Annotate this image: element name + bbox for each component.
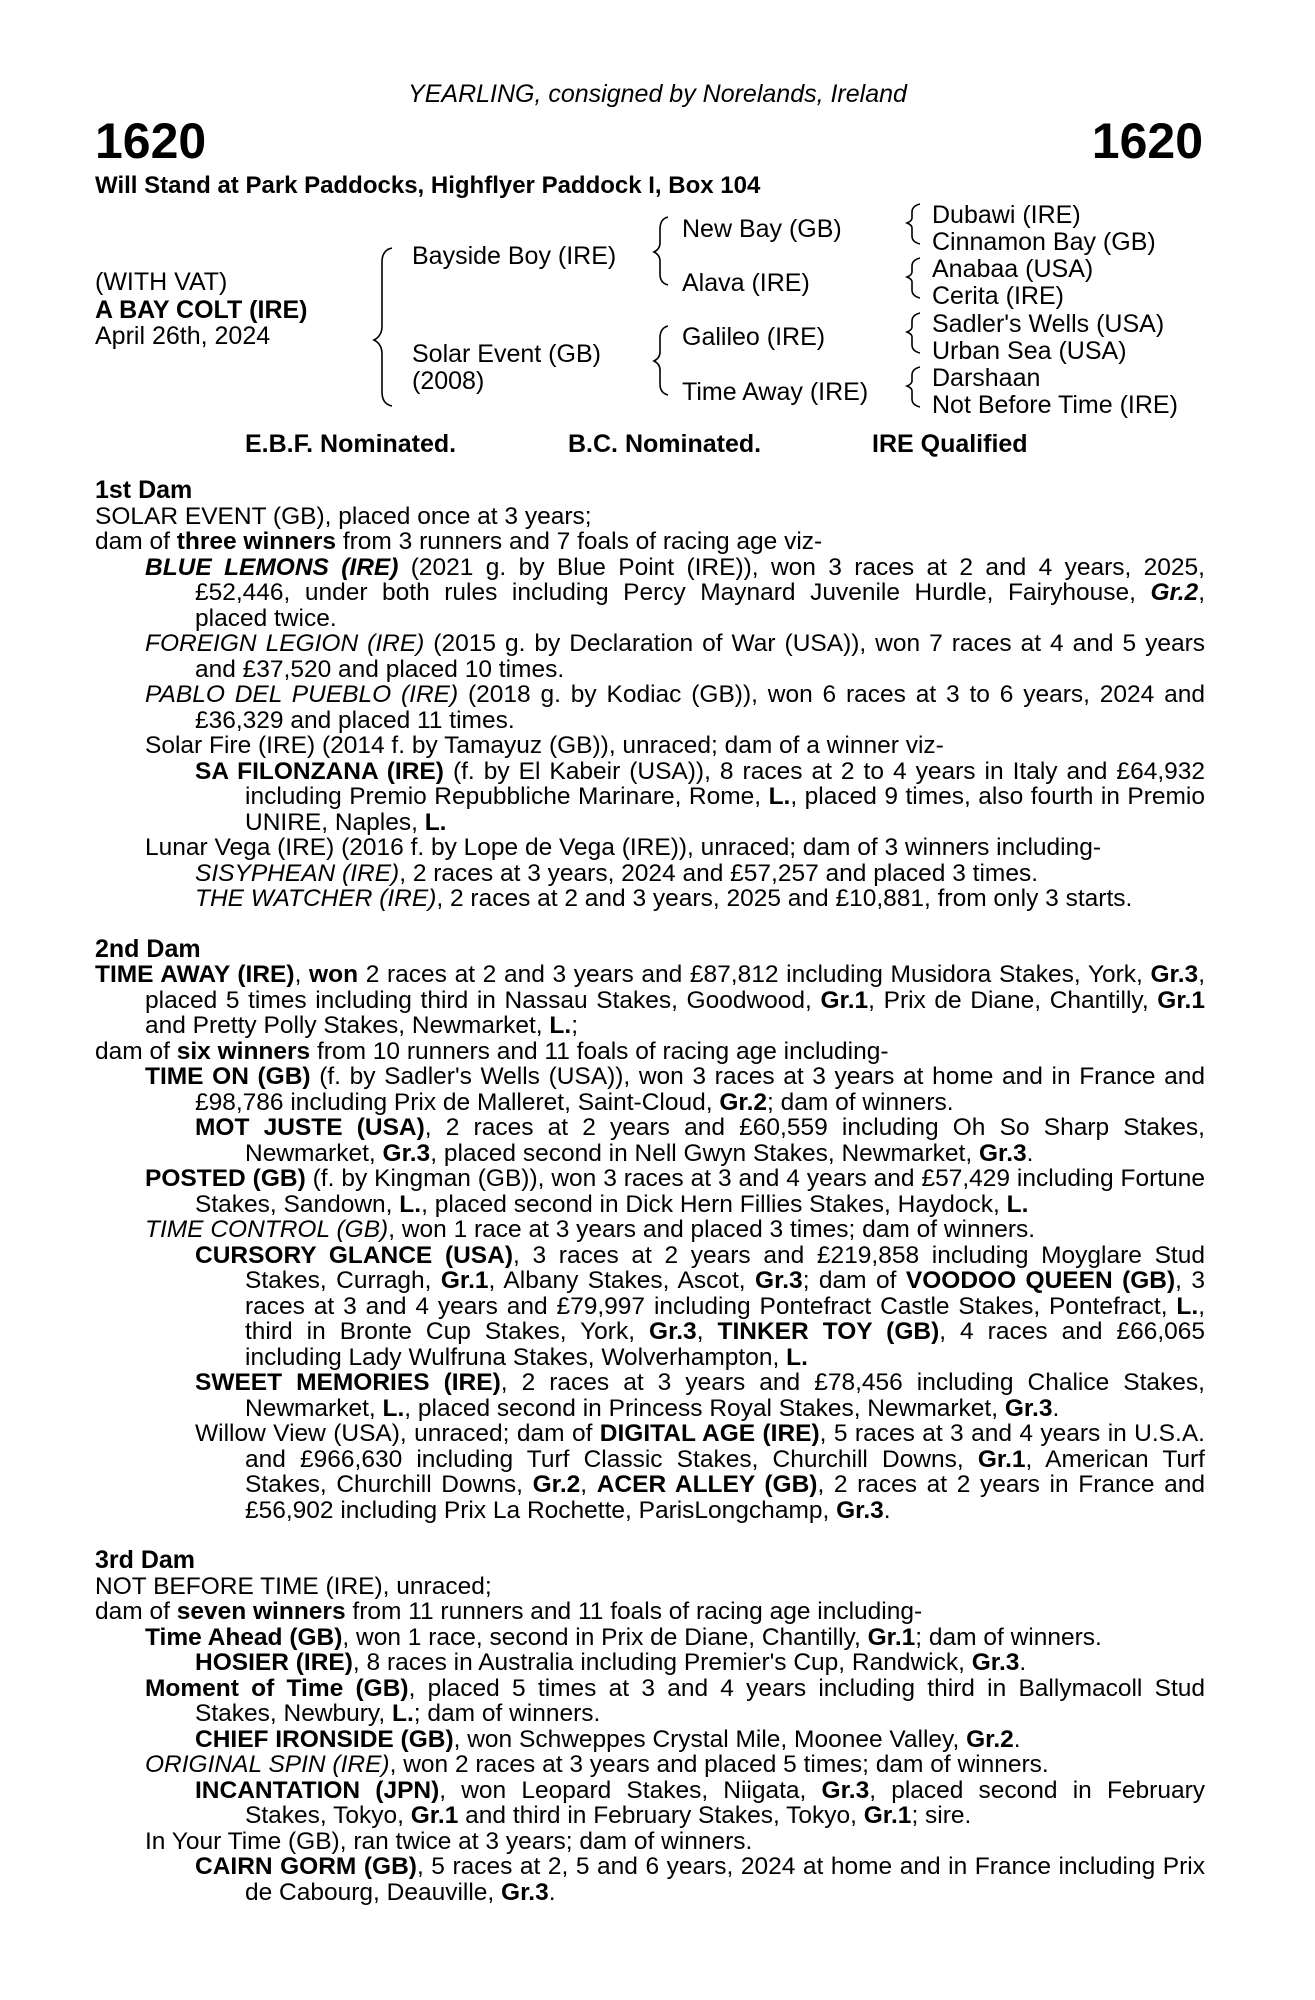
produce-record: [95, 478, 1205, 1905]
record-line: FOREIGN LEGION (IRE) (2015 g. by Declaration of War (USA)), won 7 races at 4 and 5 years and £37,520 and placed 10 times.: [145, 630, 1206, 683]
record-line: TIME AWAY (IRE), won 2 races at 2 and 3 years and £87,812 including Musidora Stakes, York, Gr.3, placed 5 times including third in Nassau Stakes, Goodwood, Gr.1, Prix de Diane, Chantilly, Gr.1 and Pretty Polly Stakes, Newmarket, L.;: [95, 961, 1205, 1039]
record-line: TIME ON (GB) (f. by Sadler's Wells (USA)), won 3 races at 3 years at home and in France and £98,786 including Prix de Malleret, Saint-Cloud, Gr.2; dam of winners.: [145, 1063, 1205, 1116]
lot-number-left: 1620: [95, 113, 207, 169]
stand-location: Will Stand at Park Paddocks, Highflyer Paddock I, Box 104: [95, 172, 761, 199]
horse-dob: April 26th, 2024: [95, 322, 271, 350]
record-line: SWEET MEMORIES (IRE), 2 races at 3 years and £78,456 including Chalice Stakes, Newmarket, L., placed second in Princess Royal Stakes, Newmarket, Gr.3.: [195, 1369, 1205, 1422]
ebf-nomination: E.B.F. Nominated.: [245, 430, 457, 458]
gen4-1: Dubawi (IRE): [932, 201, 1081, 229]
consignor-line: YEARLING, consigned by Norelands, Ireland: [408, 80, 907, 108]
gen4-4: Cerita (IRE): [932, 282, 1064, 310]
vat-note: (WITH VAT): [95, 268, 228, 296]
record-line: SOLAR EVENT (GB), placed once at 3 years;: [95, 502, 592, 530]
first-dam-heading: 1st Dam: [95, 476, 193, 504]
gen4-6: Urban Sea (USA): [932, 337, 1127, 365]
dam-sire: Galileo (IRE): [682, 323, 826, 351]
record-line: BLUE LEMONS (IRE) (2021 g. by Blue Point (IRE)), won 3 races at 2 and 4 years, 2025, £52,446, under both rules including Percy Maynard Juvenile Hurdle, Fairyhouse, Gr.2, placed twice.: [145, 553, 1205, 632]
record-line: HOSIER (IRE), 8 races in Australia including Premier's Cup, Randwick, Gr.3.: [195, 1649, 1027, 1676]
record-line: TIME CONTROL (GB), won 1 race at 3 years and placed 3 times; dam of winners.: [145, 1216, 1036, 1243]
record-line: Solar Fire (IRE) (2014 f. by Tamayuz (GB)), unraced; dam of a winner viz-: [145, 732, 944, 759]
third-dam-section: [95, 1574, 1205, 1906]
record-line: INCANTATION (JPN), won Leopard Stakes, Niigata, Gr.3, placed second in February Stakes, Tokyo, Gr.1 and third in February Stakes, Tokyo, Gr.1; sire.: [195, 1776, 1205, 1829]
record-line: Moment of Time (GB), placed 5 times at 3 and 4 years including third in Ballymacoll Stud Stakes, Newbury, L.; dam of winners.: [145, 1674, 1205, 1727]
second-dam-section: [95, 962, 1205, 1523]
sire-dam: Alava (IRE): [682, 269, 810, 297]
record-line: PABLO DEL PUEBLO (IRE) (2018 g. by Kodiac (GB)), won 6 races at 3 to 6 years, 2024 and £36,329 and placed 11 times.: [145, 681, 1205, 734]
record-line: CAIRN GORM (GB), 5 races at 2, 5 and 6 years, 2024 at home and in France including Prix de Cabourg, Deauville, Gr.3.: [195, 1853, 1205, 1906]
record-line: NOT BEFORE TIME (IRE), unraced;: [95, 1572, 492, 1600]
dam-dam: Time Away (IRE): [682, 378, 869, 406]
record-line: CURSORY GLANCE (USA), 3 races at 2 years and £219,858 including Moyglare Stud Stakes, Curragh, Gr.1, Albany Stakes, Ascot, Gr.3; dam of VOODOO QUEEN (GB), 3 races at 3 and 4 years and £79,997 including Pontefract Castle Stakes, Pontefract, L., third in Bronte Cup Stakes, York, Gr.3, TINKER TOY (GB), 4 races and £66,065 including Lady Wulfruna Stakes, Wolverhampton, L.: [195, 1241, 1206, 1371]
first-dam-section: [95, 504, 1205, 912]
sire-name: Bayside Boy (IRE): [412, 242, 617, 270]
dam-name: Solar Event (GB): [412, 340, 601, 368]
record-line: Time Ahead (GB), won 1 race, second in Prix de Diane, Chantilly, Gr.1; dam of winners.: [145, 1623, 1102, 1651]
record-line: POSTED (GB) (f. by Kingman (GB)), won 3 races at 3 and 4 years and £57,429 including Fortune Stakes, Sandown, L., placed second in Dick Hern Fillies Stakes, Haydock, L.: [145, 1165, 1205, 1218]
record-line: ORIGINAL SPIN (IRE), won 2 races at 3 years and placed 5 times; dam of winners.: [145, 1751, 1049, 1778]
gen4-7: Darshaan: [932, 364, 1041, 392]
record-line: Lunar Vega (IRE) (2016 f. by Lope de Vega (IRE)), unraced; dam of 3 winners including-: [145, 834, 1102, 861]
gen4-2: Cinnamon Bay (GB): [932, 228, 1156, 256]
second-dam-heading: 2nd Dam: [95, 934, 201, 963]
record-line: SISYPHEAN (IRE), 2 races at 3 years, 2024 and £57,257 and placed 3 times.: [195, 859, 1039, 887]
record-line: SA FILONZANA (IRE) (f. by El Kabeir (USA)), 8 races at 2 to 4 years in Italy and £64,932 including Premio Repubbliche Marinare, Rome, L., placed 9 times, also fourth in Premio UNIRE, Naples, L.: [195, 757, 1205, 836]
bc-nomination: B.C. Nominated.: [568, 430, 762, 458]
gen4-3: Anabaa (USA): [932, 255, 1094, 283]
record-line: THE WATCHER (IRE), 2 races at 2 and 3 years, 2025 and £10,881, from only 3 starts.: [195, 885, 1133, 912]
gen4-8: Not Before Time (IRE): [932, 391, 1178, 419]
record-line: CHIEF IRONSIDE (GB), won Schweppes Crystal Mile, Moonee Valley, Gr.2.: [195, 1725, 1021, 1753]
ire-qualified: IRE Qualified: [872, 430, 1028, 458]
record-line: In Your Time (GB), ran twice at 3 years; dam of winners.: [145, 1827, 753, 1855]
record-line: dam of six winners from 10 runners and 11 foals of racing age including-: [95, 1037, 889, 1065]
gen4-5: Sadler's Wells (USA): [932, 310, 1165, 338]
third-dam-heading: 3rd Dam: [95, 1546, 196, 1574]
record-line: Willow View (USA), unraced; dam of DIGITAL AGE (IRE), 5 races at 3 and 4 years in U.S.A. and £966,630 including Turf Classic Stakes, Churchill Downs, Gr.1, American Turf Stakes, Churchill Downs, Gr.2, ACER ALLEY (GB), 2 races at 2 years in France and £56,902 including Prix La Rochette, ParisLongchamp, Gr.3.: [195, 1420, 1205, 1524]
record-line: MOT JUSTE (USA), 2 races at 2 years and £60,559 including Oh So Sharp Stakes, Newmarket, Gr.3, placed second in Nell Gwyn Stakes, Newmarket, Gr.3.: [195, 1114, 1205, 1167]
dam-year: (2008): [412, 367, 485, 395]
lot-number-right: 1620: [1091, 113, 1203, 169]
sire-sire: New Bay (GB): [682, 215, 842, 243]
record-line: dam of three winners from 3 runners and 7 foals of racing age viz-: [95, 528, 823, 555]
record-line: dam of seven winners from 11 runners and 11 foals of racing age including-: [95, 1598, 923, 1625]
horse-name: A BAY COLT (IRE): [95, 296, 308, 324]
